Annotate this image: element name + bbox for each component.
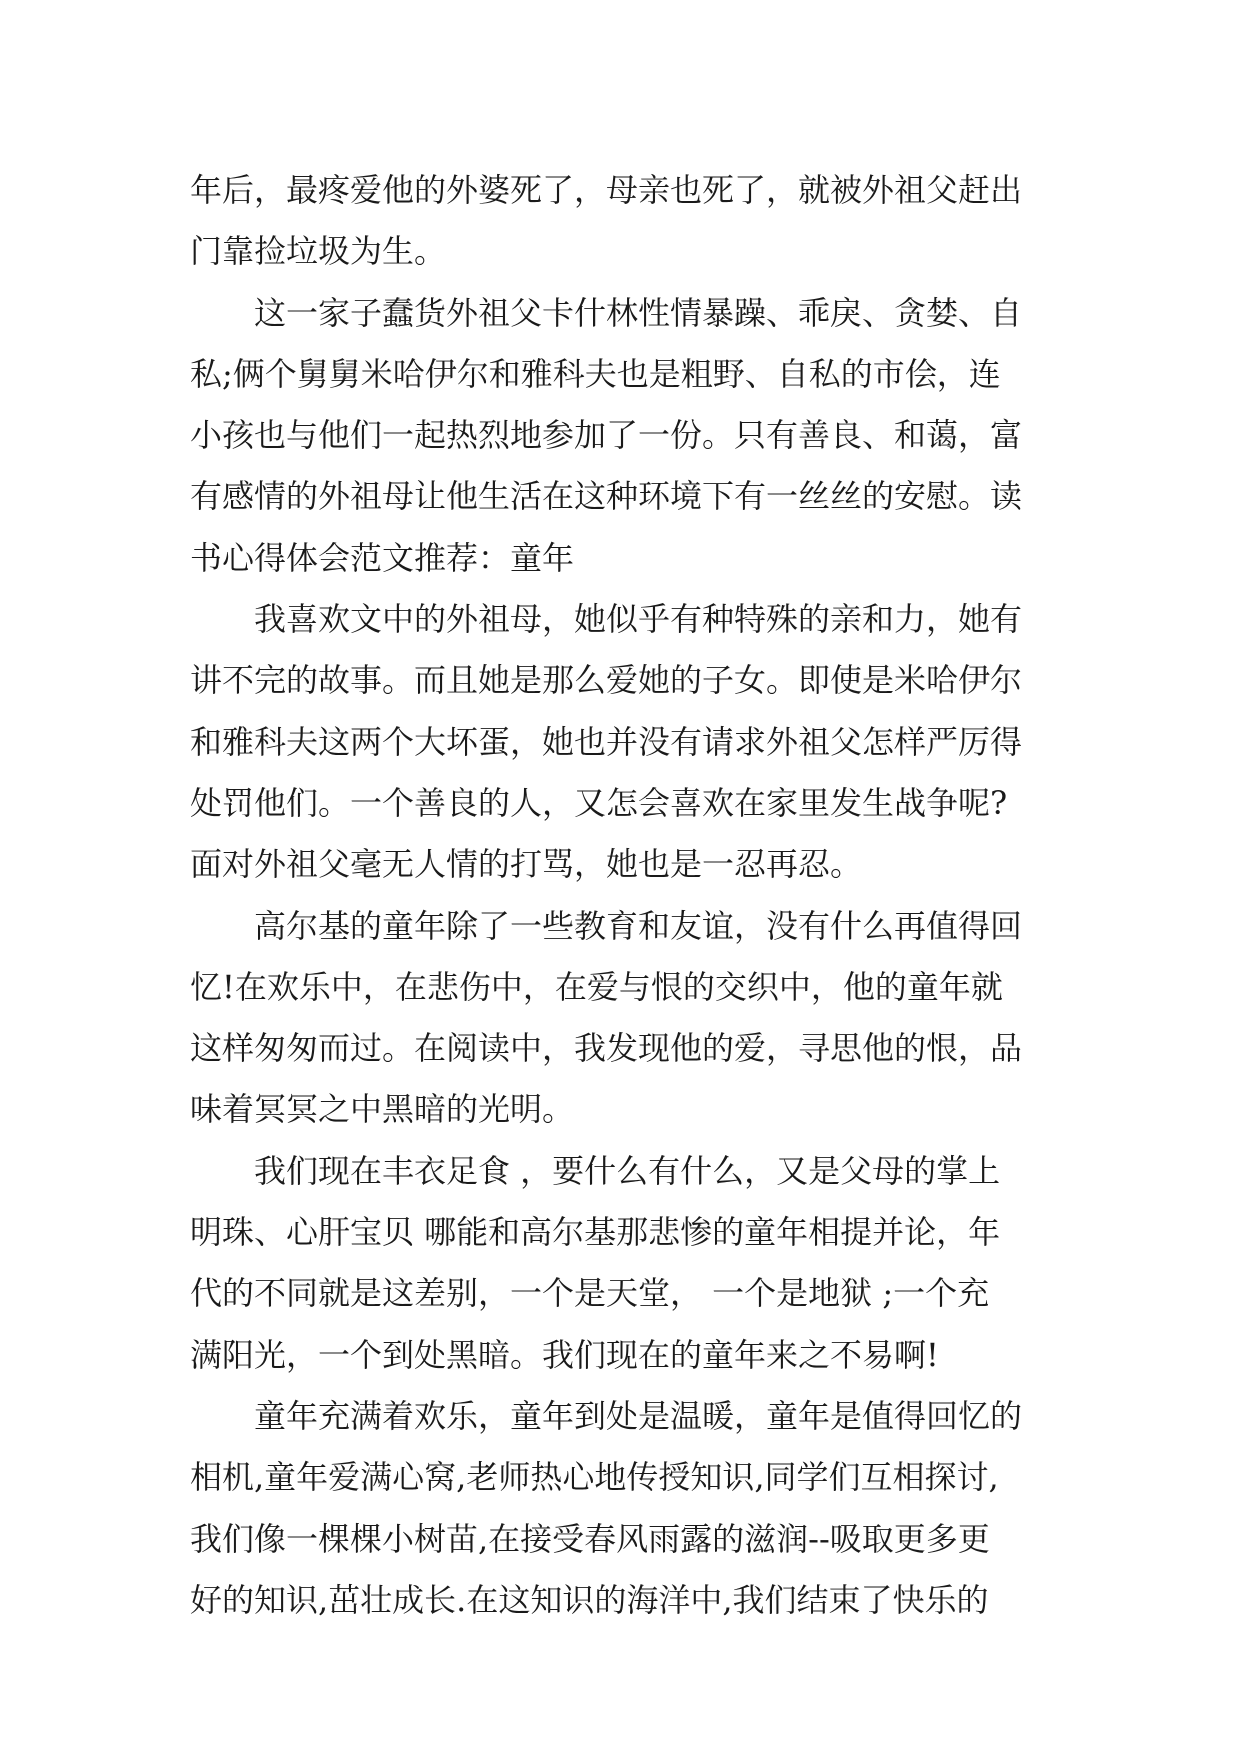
text-line: 我们现在丰衣足食 ，要什么有什么，又是父母的掌上 (254, 1151, 1001, 1190)
text-line: 代的不同就是这差别，一个是天堂， 一个是地狱 ;一个充 (190, 1274, 990, 1313)
text-line: 讲不完的故事。而且她是那么爱她的子女。即使是米哈伊尔 (190, 661, 1023, 700)
text-line: 高尔基的童年除了一些教育和友谊，没有什么再值得回 (254, 906, 1023, 945)
text-line: 处罚他们。一个善良的人，又怎会喜欢在家里发生战争呢? (190, 783, 1008, 822)
text-line: 我们像一棵棵小树苗,在接受春风雨露的滋润--吸取更多更 (190, 1519, 990, 1558)
text-line: 明珠、心肝宝贝 哪能和高尔基那悲惨的童年相提并论，年 (190, 1213, 1001, 1252)
text-line: 忆!在欢乐中，在悲伤中，在爱与恨的交织中，他的童年就 (190, 967, 1003, 1006)
text-line: 这样匆匆而过。在阅读中，我发现他的爱，寻思他的恨，品 (190, 1029, 1023, 1068)
text-line: 童年充满着欢乐，童年到处是温暖，童年是值得回忆的 (254, 1396, 1023, 1435)
text-line: 门靠捡垃圾为生。 (190, 232, 447, 271)
text-line: 满阳光，一个到处黑暗。我们现在的童年来之不易啊! (190, 1335, 939, 1374)
text-line: 我喜欢文中的外祖母，她似乎有种特殊的亲和力，她有 (254, 600, 1023, 639)
text-line: 书心得体会范文推荐：童年 (190, 538, 575, 577)
text-line: 和雅科夫这两个大坏蛋，她也并没有请求外祖父怎样严厉得 (190, 722, 1023, 761)
text-line: 面对外祖父毫无人情的打骂，她也是一忍再忍。 (190, 845, 863, 884)
text-line: 相机,童年爱满心窝,老师热心地传授知识,同学们互相探讨, (190, 1458, 999, 1497)
text-line: 小孩也与他们一起热烈地参加了一份。只有善良、和蔼，富 (190, 416, 1023, 455)
text-line: 好的知识,茁壮成长.在这知识的海洋中,我们结束了快乐的 (190, 1580, 989, 1619)
text-line: 有感情的外祖母让他生活在这种环境下有一丝丝的安慰。读 (190, 477, 1023, 516)
text-line: 这一家子蠢货外祖父卡什林性情暴躁、乖戾、贪婪、自 (254, 293, 1023, 332)
body-text (190, 160, 1052, 1631)
text-line: 味着冥冥之中黑暗的光明。 (190, 1090, 575, 1129)
text-line: 私;俩个舅舅米哈伊尔和雅科夫也是粗野、自私的市侩，连 (190, 354, 1001, 393)
text-line: 年后，最疼爱他的外婆死了，母亲也死了，就被外祖父赶出 (190, 171, 1023, 209)
